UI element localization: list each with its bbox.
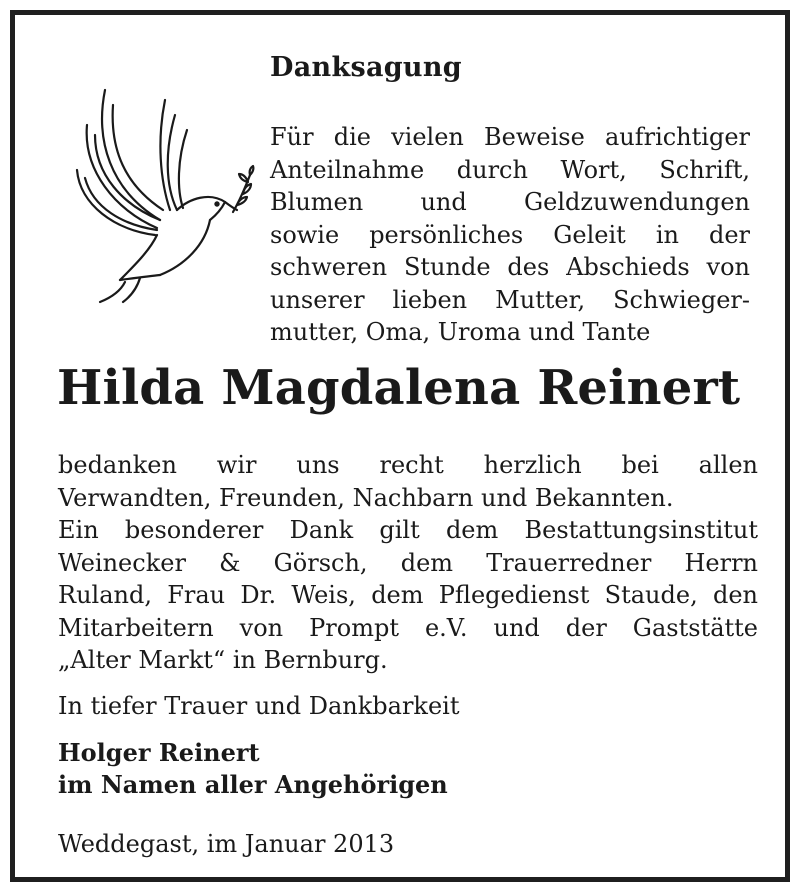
heading: Danksagung <box>270 52 462 83</box>
signer-name: Holger Reinert <box>58 738 260 767</box>
intro-line: mutter, Oma, Uroma und Tante <box>270 318 651 346</box>
body-line: Ruland, Frau Dr. Weis, dem Pflegedienst Staude, den <box>58 581 758 609</box>
closing-line: In tiefer Trauer und Dankbarkeit <box>58 692 460 720</box>
intro-line: Anteilnahme durch Wort, Schrift, <box>270 155 750 184</box>
intro-line: Für die vielen Beweise aufrichtiger <box>270 123 750 151</box>
place-date: Weddegast, im Januar 2013 <box>58 830 395 858</box>
body-text <box>58 449 758 677</box>
signer-note: im Namen aller Angehörigen <box>58 770 448 799</box>
body-line: „Alter Markt“ in Bernburg. <box>58 646 388 674</box>
intro-line: sowie persönliches Geleit in der <box>270 220 750 249</box>
body-line: Ein besonderer Dank gilt dem Bestattungsinstitut <box>58 516 758 544</box>
dove-with-olive-branch-icon <box>65 70 265 310</box>
intro-line: Blumen und Geldzuwendungen <box>270 188 750 216</box>
intro-text <box>270 121 750 349</box>
body-line: Mitarbeitern von Prompt e.V. und der Gaststätte <box>58 613 758 642</box>
notice-frame <box>10 10 790 882</box>
body-line: Weinecker & Görsch, dem Trauerredner Herrn <box>58 548 758 577</box>
intro-line: unserer lieben Mutter, Schwieger- <box>270 285 750 314</box>
intro-line: schweren Stunde des Abschieds von <box>270 253 750 281</box>
body-line: bedanken wir uns recht herzlich bei allen <box>58 451 758 479</box>
deceased-name: Hilda Magdalena Reinert <box>57 360 741 416</box>
body-line: Verwandten, Freunden, Nachbarn und Bekannten. <box>58 483 674 512</box>
signer-block <box>58 737 448 801</box>
